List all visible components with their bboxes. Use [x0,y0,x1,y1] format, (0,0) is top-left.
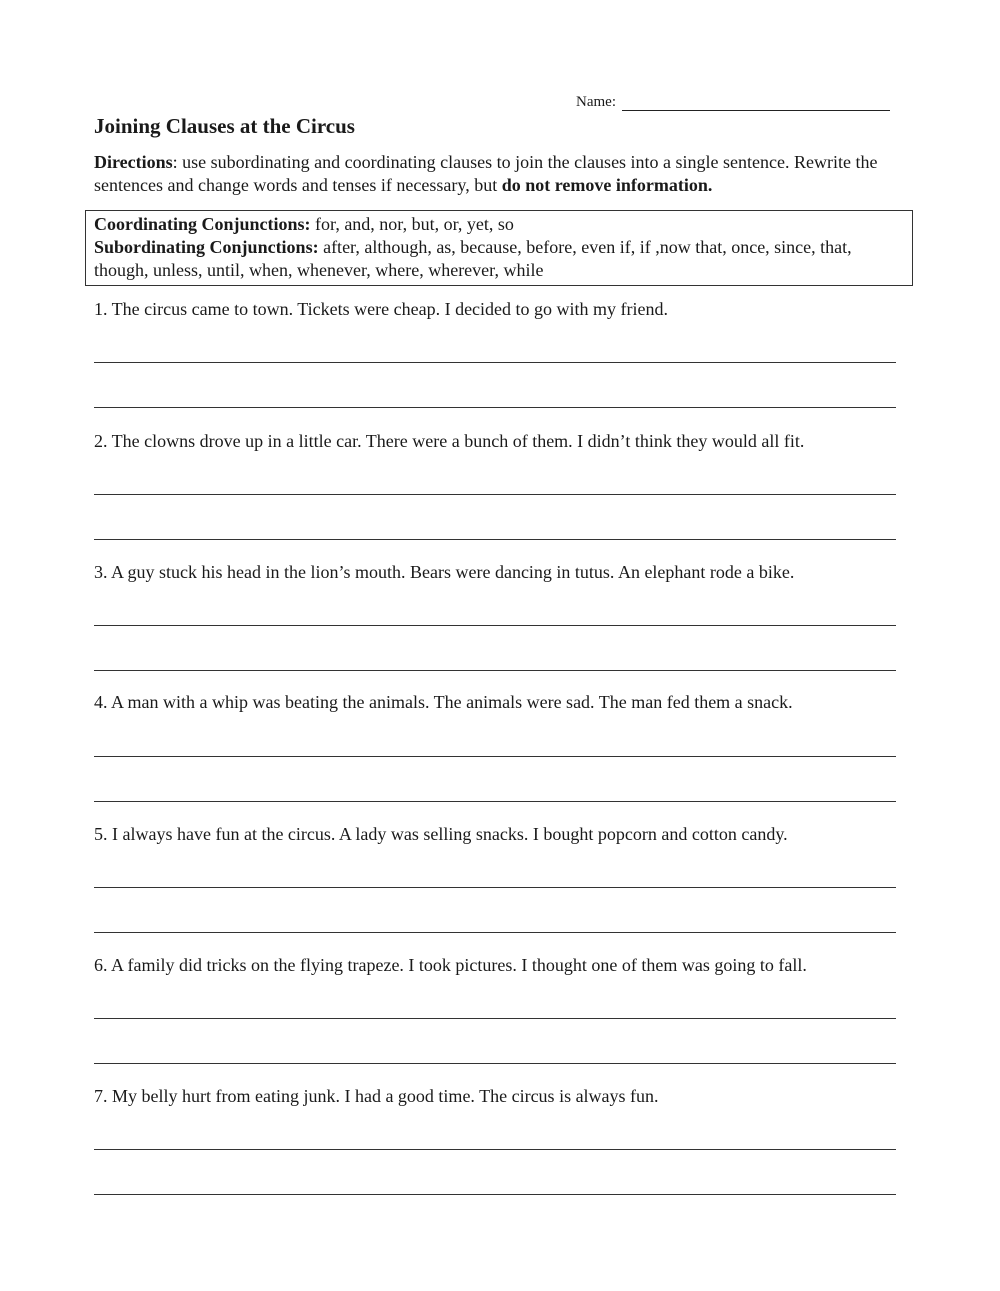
question-5: 5. I always have fun at the circus. A lady was selling snacks. I bought popcorn and cotton candy. [94,824,788,844]
name-label: Name: [576,94,616,110]
answer-line-1a[interactable] [94,362,896,363]
answer-line-3b[interactable] [94,670,896,671]
name-field[interactable] [576,94,890,111]
answer-line-6a[interactable] [94,1018,896,1019]
directions [94,151,904,197]
question-6: 6. A family did tricks on the flying trapeze. I took pictures. I thought one of them was going to fall. [94,955,807,975]
answer-line-5a[interactable] [94,887,896,888]
question-4: 4. A man with a whip was beating the animals. The animals were sad. The man fed them a snack. [94,692,793,712]
answer-line-4a[interactable] [94,756,896,757]
coordinating-row [94,213,904,236]
answer-line-2b[interactable] [94,539,896,540]
answer-line-3a[interactable] [94,625,896,626]
directions-text: : use subordinating and coordinating clauses to join the clauses into a single sentence. Rewrite the sentences and change words and tenses if necessary, but [94,152,878,195]
answer-line-7b[interactable] [94,1194,896,1195]
worksheet-title: Joining Clauses at the Circus [94,114,355,138]
coordinating-label: Coordinating Conjunctions: [94,214,311,234]
conjunctions-box [85,210,913,286]
answer-line-2a[interactable] [94,494,896,495]
name-write-line[interactable] [622,96,890,111]
question-2: 2. The clowns drove up in a little car. There were a bunch of them. I didn’t think they would all fit. [94,431,805,451]
coordinating-list: for, and, nor, but, or, yet, so [310,214,514,234]
answer-line-1b[interactable] [94,407,896,408]
answer-line-6b[interactable] [94,1063,896,1064]
directions-emphasis: do not remove information. [501,175,713,195]
answer-line-7a[interactable] [94,1149,896,1150]
subordinating-row [94,236,904,282]
subordinating-label: Subordinating Conjunctions: [94,237,319,257]
directions-label: Directions [94,152,173,172]
answer-line-4b[interactable] [94,801,896,802]
answer-line-5b[interactable] [94,932,896,933]
subordinating-list: after, although, as, because, before, even if, if ,now that, once, since, that, though, unless, until, when, whenever, where, wherever, while [94,237,852,280]
question-1: 1. The circus came to town. Tickets were cheap. I decided to go with my friend. [94,299,669,319]
question-7: 7. My belly hurt from eating junk. I had a good time. The circus is always fun. [94,1086,659,1106]
question-3: 3. A guy stuck his head in the lion’s mouth. Bears were dancing in tutus. An elephant rode a bike. [94,562,795,582]
